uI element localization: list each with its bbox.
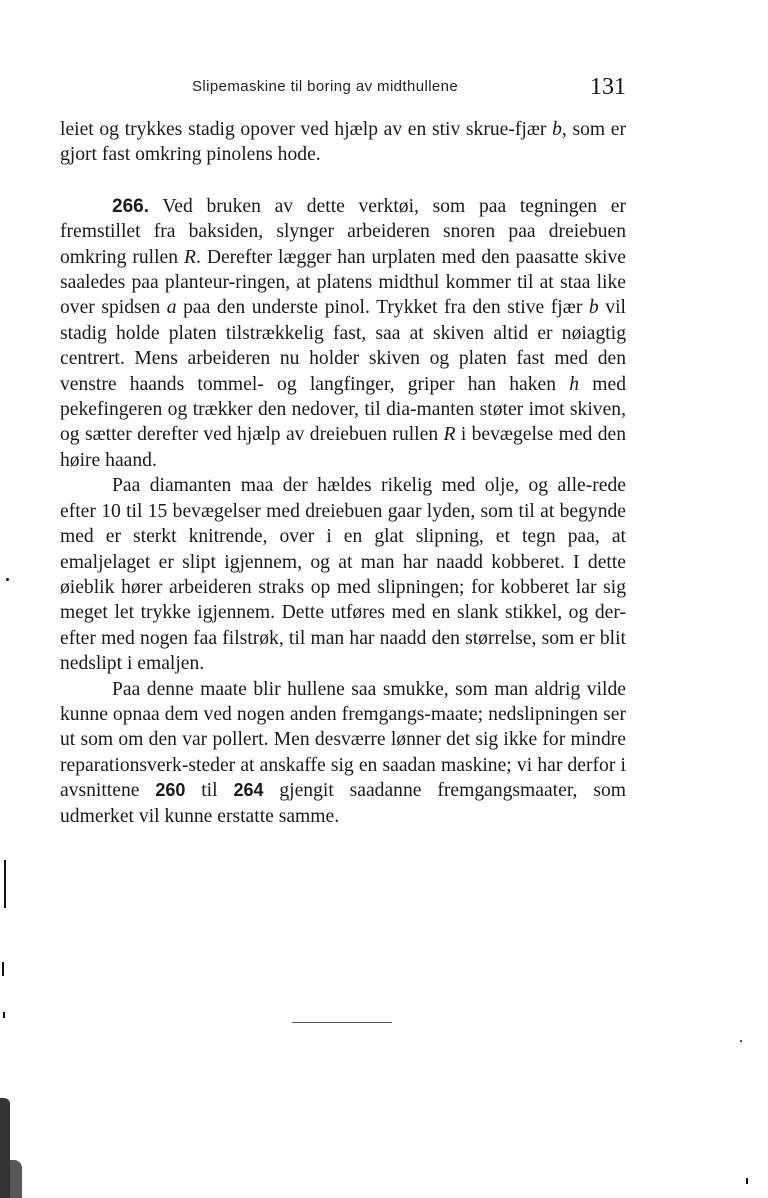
paragraph-continued (60, 117, 626, 168)
scan-smudge (10, 1160, 22, 1198)
italic-symbol: b (588, 297, 599, 319)
italic-symbol: R (184, 246, 196, 268)
text-run: Paa denne maate blir hullene saa smukke, som man aldrig vilde kunne opnaa dem ved nogen anden fremgangs-maate; nedslipningen ser ut som om den var pollert. Men desværre lønner det sig ikke for mindre reparationsverk-steder at anskaffe sig en saadan maskine; vi har derfor i avsnittene (60, 678, 626, 802)
section-reference: 264 (233, 780, 264, 801)
scan-speck (740, 1040, 742, 1042)
italic-symbol: R (443, 424, 456, 446)
scan-speck (4, 860, 6, 908)
end-rule (292, 1022, 392, 1023)
text-run: Ved bruken av dette verktøi, som paa tegningen er fremstillet fra baksiden, slynger arbeideren snoren paa dreiebuen omkring rullen (60, 195, 626, 268)
section-reference: 260 (155, 780, 186, 801)
paragraph-conclusion (60, 677, 626, 829)
page-header (60, 76, 626, 106)
page-number: 131 (590, 74, 626, 100)
paragraph-diamond-oil: Paa diamanten maa der hældes rikelig med olje, og alle-rede efter 10 til 15 bevægelser med dreiebuen gaar lyden, som til at begynde med er sterkt knitrende, over i en glat slipning, et tegn paa, at emaljelaget er slipt igjennem, og at man har naadd kobberet. I dette øieblik hører arbeideren straks op med slipningen; for kobberet lar sig meget let trykke igjennem. Dette utføres med en slank stikkel, og der-efter med nogen faa filstrøk, til man har naadd den størrelse, som er blit nedslipt i emaljen. (60, 475, 626, 675)
italic-symbol: b (552, 119, 562, 140)
section-number: 266. (112, 195, 149, 217)
text-run: paa den underste pinol. Trykket fra den stive fjær (176, 297, 589, 319)
text-run: leiet og trykkes stadig opover ved hjælp av en stiv skrue-fjær (60, 119, 553, 140)
text-run: i bevægelse med den høire haand. (60, 424, 626, 471)
italic-symbol: a (166, 297, 177, 319)
scan-speck (746, 1178, 748, 1184)
text-run: vil stadig holde platen tilstrækkelig fast, saa at skiven altid er nøiagtig centrert. Mens arbeideren nu holder skiven og platen fast med den venstre haands tommel- og langfinger, griper han haken (60, 297, 626, 395)
text-run: gjengit saadanne fremgangsmaater, som udmerket vil kunne erstatte samme. (60, 780, 626, 827)
italic-symbol: h (569, 373, 580, 395)
running-title: Slipemaskine til boring av midthullene (192, 78, 459, 95)
text-run: . Derefter lægger han urplaten med den paasatte skive saaledes paa planteur-ringen, at platens midthul kommer til at staa like over spidsen (60, 246, 626, 319)
scan-speck (3, 1012, 5, 1018)
scan-speck (2, 962, 4, 976)
scan-smudge (0, 1098, 10, 1198)
paragraph-section-266 (60, 194, 626, 473)
scan-speck (6, 578, 9, 581)
body-text (60, 117, 626, 829)
text-run: med pekefingeren og trækker den nedover, til dia-manten støter imot skiven, og sætter derefter ved hjælp av dreiebuen rullen (60, 373, 626, 446)
text-run: til (185, 780, 234, 802)
text-run: , som er gjort fast omkring pinolens hode. (60, 119, 626, 166)
